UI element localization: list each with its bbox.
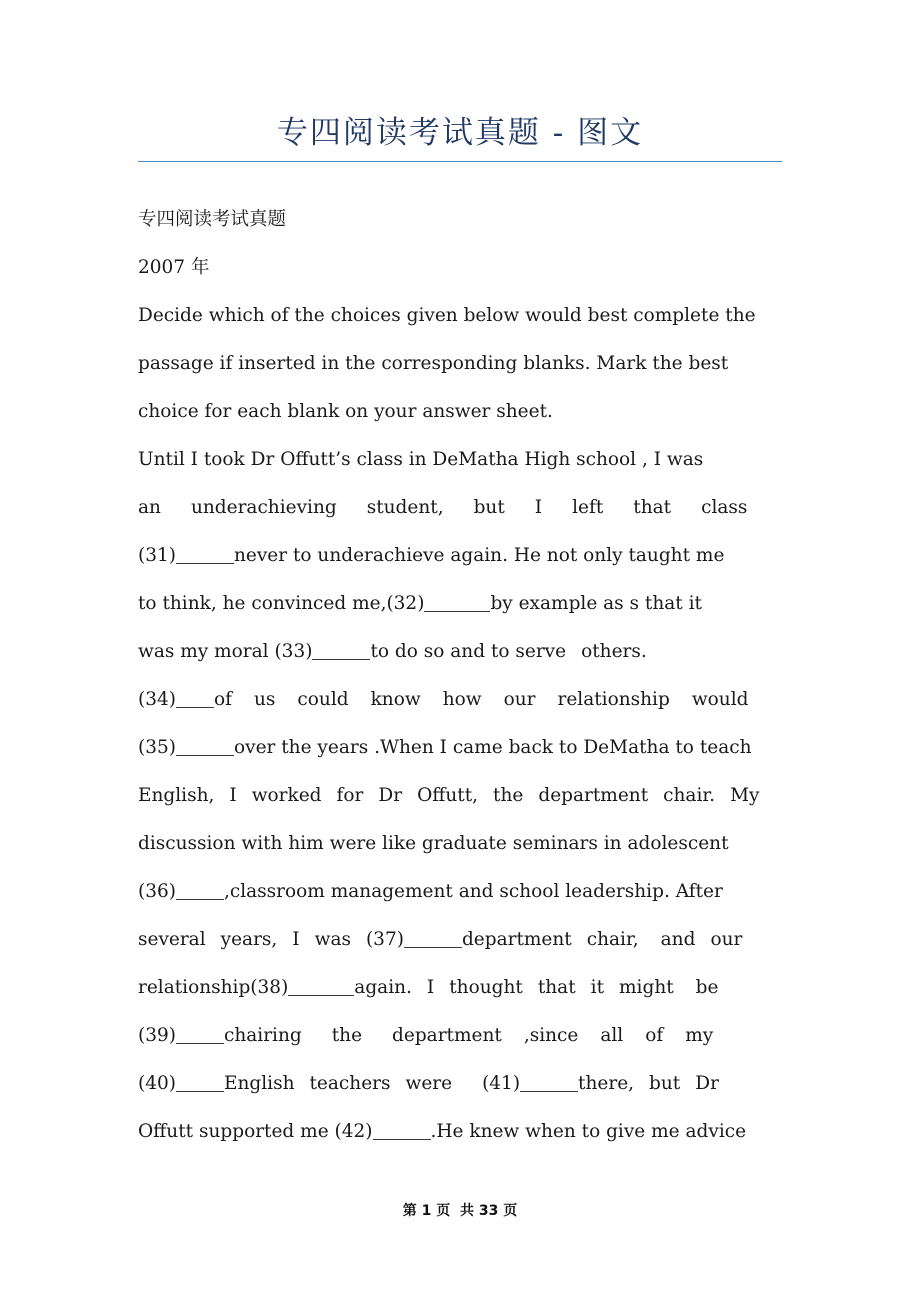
text-run: teachers — [309, 1073, 391, 1094]
text-run: that — [537, 977, 576, 998]
p-line-14 — [138, 1060, 782, 1108]
text-run: Dr — [695, 1073, 719, 1094]
answer-blank[interactable] — [176, 741, 234, 756]
text-run: but — [649, 1073, 681, 1094]
text-run: to do so and to serve — [370, 641, 567, 662]
text-run: be — [695, 977, 719, 998]
text-run: (31) — [138, 545, 176, 566]
text-run: but — [473, 497, 505, 518]
text-run: again. — [354, 977, 412, 998]
text-run: the — [493, 785, 524, 806]
text-run: left — [572, 497, 604, 518]
text-run: an — [138, 497, 161, 518]
text-run: never to underachieve again. He not only taught me — [233, 545, 725, 566]
text-run: how — [442, 689, 482, 710]
text-run: (39) — [138, 1025, 176, 1046]
answer-blank[interactable] — [312, 645, 370, 660]
text-run: was my moral (33) — [138, 641, 313, 662]
heading-subject: 专四阅读考试真题 — [138, 209, 287, 230]
answer-blank[interactable] — [176, 693, 214, 708]
p-line-5 — [138, 628, 782, 676]
p-line-15 — [138, 1108, 782, 1156]
text-run: ,classroom management and school leadership. After — [223, 881, 723, 902]
p-line-7 — [138, 724, 782, 772]
text-run: English — [223, 1073, 295, 1094]
text-run: relationship — [557, 689, 670, 710]
text-run: (40) — [138, 1073, 176, 1094]
text-run: there, — [578, 1073, 635, 1094]
text-run: class — [701, 497, 748, 518]
text-run: I — [426, 977, 435, 998]
answer-blank[interactable] — [424, 597, 490, 612]
text-run: student, — [366, 497, 444, 518]
text-run: would — [691, 689, 749, 710]
text-run: relationship(38) — [138, 977, 289, 998]
answer-blank[interactable] — [176, 549, 234, 564]
text-run: others. — [581, 641, 647, 662]
text-run: for — [336, 785, 364, 806]
text-run: could — [297, 689, 349, 710]
text-run: ,since — [523, 1025, 579, 1046]
text-run: our — [710, 929, 743, 950]
text-run: (34) — [138, 689, 176, 710]
text-run: over the years .When I came back to DeMatha to teach — [233, 737, 752, 758]
p-line-4 — [138, 580, 782, 628]
text-run: .He knew when to give me advice — [430, 1121, 747, 1142]
heading-year: 2007 年 — [138, 257, 210, 278]
title-divider — [138, 161, 782, 162]
page-footer: 第 1 页 共 33 页 — [402, 1203, 518, 1219]
text-run: Offutt, — [417, 785, 479, 806]
text-run: My — [730, 785, 760, 806]
text-run: of — [645, 1025, 664, 1046]
text-run: years, — [220, 929, 278, 950]
text-run: worked — [251, 785, 322, 806]
text-run: Dr — [378, 785, 403, 806]
answer-blank[interactable] — [176, 885, 224, 900]
text-run: (36) — [138, 881, 176, 902]
text-run: might — [619, 977, 674, 998]
text-run: thought — [449, 977, 523, 998]
text-run: several — [138, 929, 206, 950]
p-line-1 — [138, 436, 782, 484]
text-run: was — [314, 929, 351, 950]
p-line-3 — [138, 532, 782, 580]
text-run: by example as s that it — [490, 593, 702, 614]
instruction-line-3: choice for each blank on your answer sheet. — [138, 401, 553, 422]
instruction-line-1: Decide which of the choices given below would best complete the — [138, 305, 756, 326]
answer-blank[interactable] — [520, 1077, 578, 1092]
text-run: I — [229, 785, 237, 806]
text-run: (35) — [138, 737, 176, 758]
text-run: know — [370, 689, 421, 710]
passage-text — [138, 436, 782, 1156]
document-body — [138, 196, 782, 1156]
text-run: discussion with him were like graduate seminars in adolescent — [138, 833, 729, 854]
text-run: (37) — [365, 929, 404, 950]
text-run: department — [392, 1025, 502, 1046]
text-run: English, — [138, 785, 215, 806]
p-line-12 — [138, 964, 782, 1012]
instruction-line-2: passage if inserted in the corresponding blanks. Mark the best — [138, 353, 729, 374]
text-run: our — [503, 689, 536, 710]
text-run: Offutt supported me (42) — [138, 1121, 373, 1142]
text-run: chair. — [663, 785, 716, 806]
p-line-9 — [138, 820, 782, 868]
p-line-6 — [138, 676, 782, 724]
text-run: I — [292, 929, 300, 950]
text-run: that — [633, 497, 672, 518]
text-run: the — [331, 1025, 363, 1046]
text-run: and — [660, 929, 696, 950]
answer-blank[interactable] — [176, 1029, 224, 1044]
answer-blank[interactable] — [176, 1077, 224, 1092]
text-run: were — [405, 1073, 453, 1094]
text-run: to think, he convinced me,(32) — [138, 593, 425, 614]
text-run: department — [461, 929, 572, 950]
text-run: Until I took Dr Offutt’s class in DeMatha High school , I was — [138, 449, 704, 470]
p-line-10 — [138, 868, 782, 916]
p-line-2 — [138, 484, 782, 532]
text-run: underachieving — [190, 497, 337, 518]
text-run: of — [213, 689, 232, 710]
page-title: 专四阅读考试真题 - 图文 — [276, 115, 644, 151]
text-run: department — [538, 785, 649, 806]
answer-blank[interactable] — [288, 981, 354, 996]
text-run: I — [534, 497, 543, 518]
answer-blank[interactable] — [373, 1125, 431, 1140]
text-run: all — [600, 1025, 624, 1046]
text-run: chair, — [586, 929, 639, 950]
p-line-8 — [138, 772, 782, 820]
p-line-13 — [138, 1012, 782, 1060]
text-run: (41) — [482, 1073, 521, 1094]
text-run: chairing — [223, 1025, 302, 1046]
p-line-11 — [138, 916, 782, 964]
answer-blank[interactable] — [404, 933, 462, 948]
text-run: my — [685, 1025, 714, 1046]
text-run: it — [590, 977, 605, 998]
text-run: us — [253, 689, 276, 710]
